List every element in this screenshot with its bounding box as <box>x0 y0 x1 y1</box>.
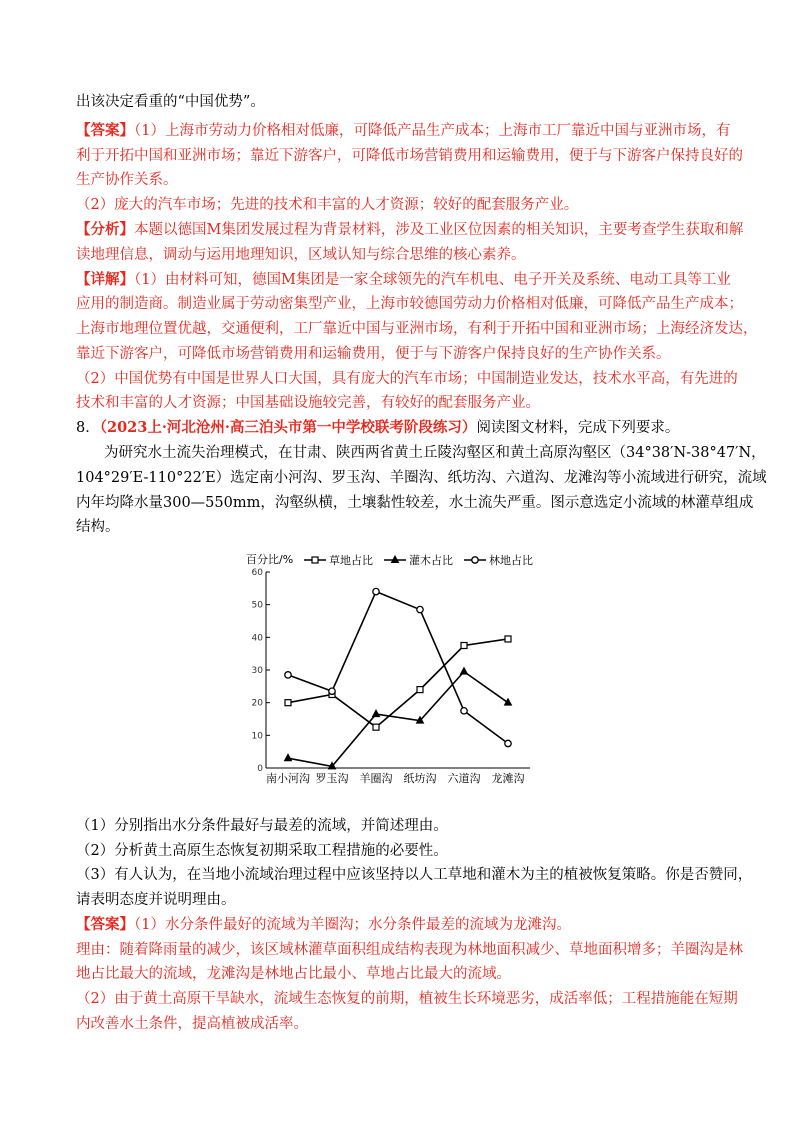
analysis-text: 本题以德国M集团发展过程为背景材料，涉及工业区位因素的相关知识，主要考查学生获取和解 <box>134 222 744 238</box>
data-point-triangle <box>285 754 292 761</box>
data-point-triangle <box>373 710 380 717</box>
analysis-line: 读地理信息，调动与运用地理知识，区域认知与综合思维的核心素养。 <box>76 247 526 263</box>
data-point-circle <box>417 606 423 612</box>
detail-line <box>76 270 731 290</box>
answer-tag: 【答案】 <box>76 122 134 139</box>
x-tick-label: 罗玉沟 <box>315 772 349 785</box>
analysis-tag: 【分析】 <box>76 221 134 238</box>
answer-line: 生产协作关系。 <box>76 172 178 188</box>
detail-line: 技术和丰富的人才资源；中国基础设施较完善，有较好的配套服务产业。 <box>76 395 540 411</box>
data-point-square <box>461 643 467 649</box>
y-tick-label: 20 <box>251 698 263 709</box>
detail-line: （2）中国优势有中国是世界人口大国，具有庞大的汽车市场；中国制造业发达，技术水平高，有先进的 <box>76 371 738 387</box>
y-axis-label: 百分比/% <box>246 553 294 566</box>
question-number: 8． <box>76 420 100 436</box>
y-tick-label: 10 <box>251 731 263 742</box>
question-intro: 阅读图文材料，完成下列要求。 <box>476 420 680 436</box>
answer-line: 地占比最大的流域，龙滩沟是林地占比最小、草地占比最大的流域。 <box>76 966 511 982</box>
y-tick-label: 60 <box>251 568 263 578</box>
legend-label: 草地占比 <box>329 554 373 567</box>
question-source: （2023上·河北沧州·高三泊头市第一中学校联考阶段练习） <box>99 419 477 436</box>
y-tick-label: 0 <box>257 764 263 774</box>
x-tick-label: 羊圈沟 <box>359 772 393 785</box>
sub-question: （3）有人认为，在当地小流域治理过程中应该坚持以人工草地和灌木为主的植被恢复策略。你是否赞同， <box>76 867 753 883</box>
data-point-square <box>417 687 423 693</box>
answer-tag: 【答案】 <box>76 916 134 933</box>
data-point-circle <box>329 688 335 694</box>
y-tick-label: 30 <box>251 666 263 676</box>
data-point-circle <box>461 708 467 714</box>
data-point-triangle <box>461 668 468 675</box>
x-tick-label: 南小河沟 <box>266 772 310 785</box>
y-tick-label: 50 <box>251 600 263 611</box>
answer-line <box>76 915 571 935</box>
y-tick-label: 40 <box>251 633 263 644</box>
answer-text: （1）水分条件最好的流域为羊圈沟；水分条件最差的流域为龙滩沟。 <box>134 917 571 933</box>
material-line: 结构。 <box>76 519 120 535</box>
legend-marker-square <box>312 557 318 563</box>
data-point-square <box>373 724 379 730</box>
detail-text: （1）由材料可知，德国M集团是一家全球领先的汽车机电、电子开关及系统、电动工具等工业 <box>134 272 731 288</box>
sub-question: 请表明态度并说明理由。 <box>76 892 236 908</box>
detail-line: 应用的制造商。制造业属于劳动密集型产业，上海市较德国劳动力价格相对低廉，可降低产品生产成本； <box>76 296 743 312</box>
x-tick-label: 龙滩沟 <box>491 772 525 785</box>
detail-line: 靠近下游客户，可降低市场营销费用和运输费用，便于与下游客户保持良好的生产协作关系。 <box>76 346 671 362</box>
data-point-square <box>505 636 511 642</box>
material-line: 104°29′E-110°22′E）选定南小河沟、罗玉沟、羊圈沟、纸坊沟、六道沟、龙滩沟等小流域进行研究，流域 <box>76 470 767 486</box>
data-point-circle <box>505 740 511 746</box>
series-line-circle <box>288 592 508 744</box>
series-line-square <box>288 639 508 727</box>
answer-line: （2）庞大的汽车市场；先进的技术和丰富的人才资源；较好的配套服务产业。 <box>76 197 579 213</box>
data-point-circle <box>373 588 379 594</box>
data-point-square <box>285 700 291 706</box>
x-tick-label: 六道沟 <box>447 772 481 785</box>
material-line: 为研究水土流失治理模式，在甘肃、陕西两省黄土丘陵沟壑区和黄土高原沟壑区（34°38′N-38°47′N， <box>104 445 766 461</box>
answer-line <box>76 121 730 141</box>
legend-marker-triangle <box>392 556 399 563</box>
data-point-circle <box>285 672 291 678</box>
answer-line: 内改善水土条件，提高植被成活率。 <box>76 1016 308 1032</box>
analysis-line <box>76 220 743 240</box>
vegetation-composition-chart <box>232 550 562 795</box>
legend-label: 林地占比 <box>489 554 533 567</box>
answer-line: 利于开拓中国和亚洲市场；靠近下游客户，可降低市场营销费用和运输费用，便于与下游客户保持良好的 <box>76 148 743 164</box>
sub-question: （1）分别指出水分条件最好与最差的流域，并简述理由。 <box>76 818 448 834</box>
detail-tag: 【详解】 <box>76 271 134 288</box>
question-header <box>76 418 679 438</box>
legend-marker-circle <box>472 557 478 563</box>
sub-question: （2）分析黄土高原生态恢复初期采取工程措施的必要性。 <box>76 843 448 859</box>
answer-line: （2）由于黄土高原干旱缺水，流域生态恢复的前期，植被生长环境恶劣，成活率低；工程措施能在短期 <box>76 991 738 1007</box>
answer-text: （1）上海市劳动力价格相对低廉，可降低产品生产成本；上海市工厂靠近中国与亚洲市场，有 <box>134 123 731 139</box>
x-tick-label: 纸坊沟 <box>403 772 437 785</box>
material-line: 内年均降水量300—550mm，沟壑纵横，土壤黏性较差，水土流失严重。图示意选定小流域的林灌草组成 <box>76 495 754 511</box>
detail-line: 上海市地理位置优越，交通便利，工厂靠近中国与亚洲市场，有利于开拓中国和亚洲市场；上海经济发达， <box>76 321 758 337</box>
legend-label: 灌木占比 <box>409 554 453 567</box>
text-line: 出该决定看重的“中国优势”。 <box>76 94 265 110</box>
answer-line: 理由：随着降雨量的减少，该区域林灌草面积组成结构表现为林地面积减少、草地面积增多；羊圈沟是林 <box>76 942 743 958</box>
